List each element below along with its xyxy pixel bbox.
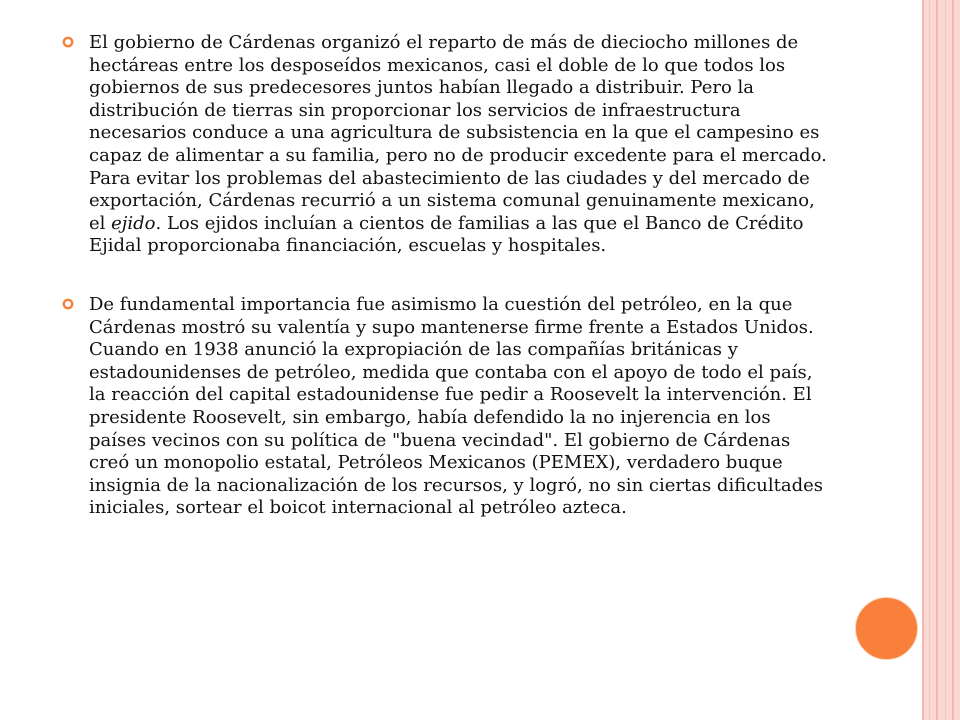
- slide-content: [62, 32, 832, 520]
- emphasis-ejido: ejido: [111, 212, 156, 234]
- decorative-stripe: [929, 0, 930, 720]
- ring-bullet-icon: [62, 36, 74, 48]
- decorative-stripe: [922, 0, 924, 720]
- paragraph-text-part: El gobierno de Cárdenas organizó el reparto de más de dieciocho millones de hectáreas entre los desposeídos mexicanos, casi el doble de lo que todos los gobiernos de sus predecesores juntos habían llegado a distribuir. Pero la distribución de tierras sin proporcionar los servicios de infraestructura necesarios conduce a una agricultura de subsistencia en la que el campesino es capaz de alimentar a su familia, pero no de producir excedente para el mercado. Para evitar los problemas del abastecimiento de las ciudades y del mercado de exportación, Cárdenas recurrió a un sistema comunal genuinamente mexicano, el: [89, 32, 827, 234]
- ring-bullet-icon: [62, 298, 74, 310]
- bullet-paragraph-reparto: [62, 32, 832, 258]
- decorative-orange-circle: [855, 597, 918, 660]
- decorative-stripe: [952, 0, 954, 720]
- decorative-stripe: [945, 0, 946, 720]
- paragraph-text: De fundamental importancia fue asimismo la cuestión del petróleo, en la que Cárdenas mostró su valentía y supo mantenerse firme frente a Estados Unidos. Cuando en 1938 anunció la expropiación de las compañías británicas y estadounidenses de petróleo, medida que contaba con el apoyo de todo el país, la reacción del capital estadounidense fue pedir a Roosevelt la intervención. El presidente Roosevelt, sin embargo, había defendido la no injerencia en los países vecinos con su política de "buena vecindad". El gobierno de Cárdenas creó un monopolio estatal, Petróleos Mexicanos (PEMEX), verdadero buque insignia de la nacionalización de los recursos, y logró, no sin ciertas dificultades iniciales, sortear el boicot internacional al petróleo azteca.: [89, 293, 824, 519]
- decorative-stripe: [936, 0, 938, 720]
- bullet-paragraph-petroleo: [62, 294, 832, 520]
- paragraph-text-part: . Los ejidos incluían a cientos de familias a las que el Banco de Crédito Ejidal proporcionaba financiación, escuelas y hospitales.: [89, 212, 804, 257]
